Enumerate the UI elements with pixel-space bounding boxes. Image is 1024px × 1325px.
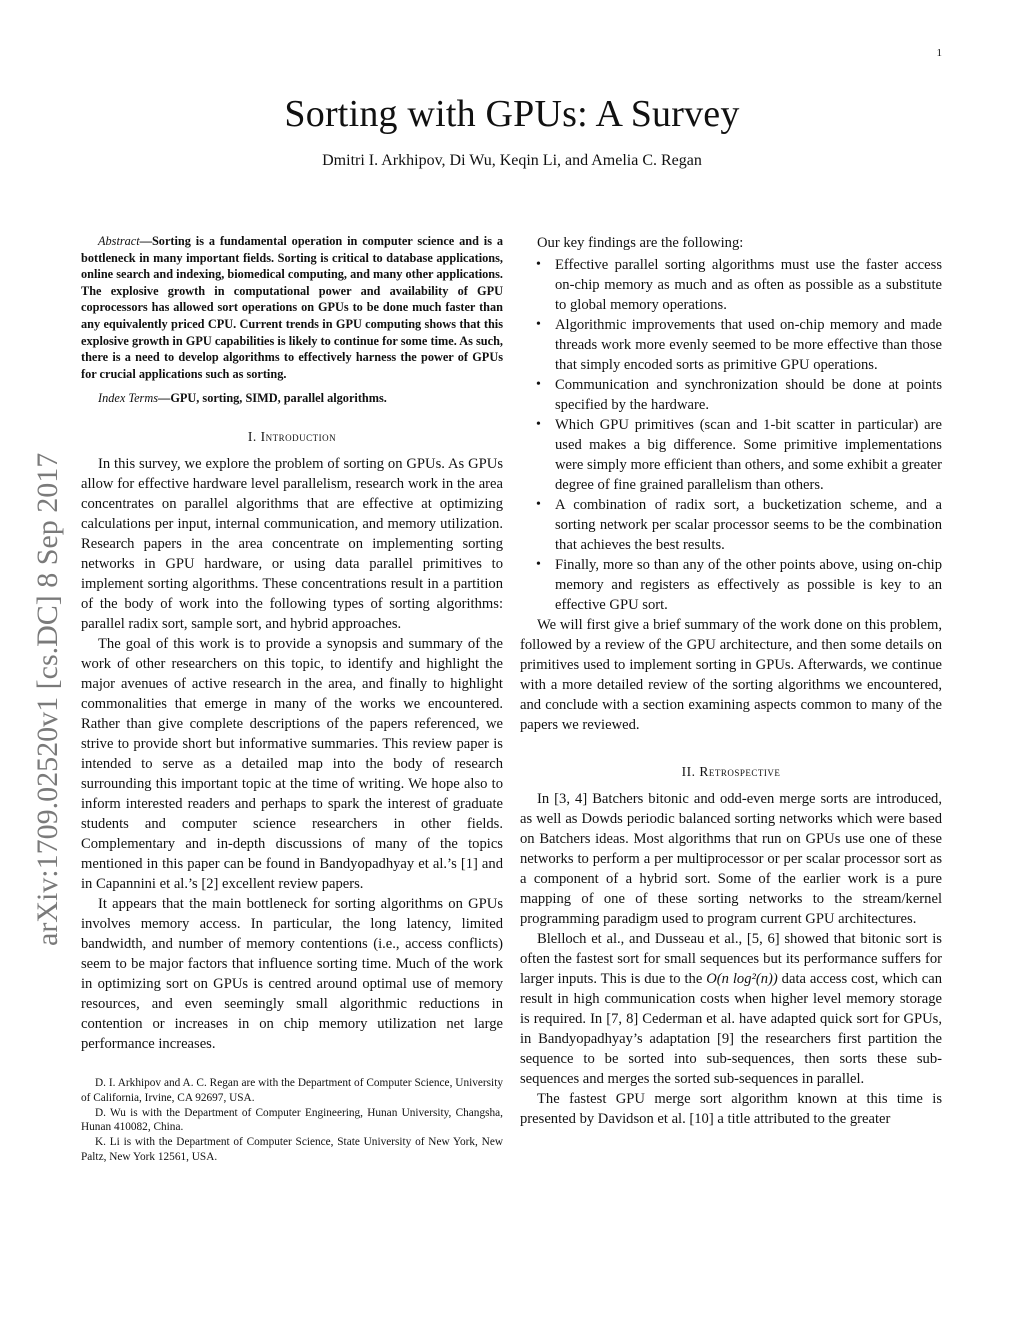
key-findings-list	[520, 255, 942, 615]
bullet-icon: •	[536, 377, 541, 392]
intro-paragraph-1: In this survey, we explore the problem of sorting on GPUs. As GPUs allow for effective hardware level parallelism, research work in the area concentrates on parallel algorithms that are effective at optimizing calculations per input, internal communication, and memory utilization. Research papers in the area concentrate on implementing sorting networks in GPU hardware, or using data parallel primitives to implement sorting algorithms. These concentrations result in a partition of the body of work into the following types of sorting algorithms: parallel radix sort, sample sort, and hybrid approaches.	[81, 455, 503, 632]
paragraph-text: data access cost, which can result in high communication costs when higher level memory storage is required. In [7, 8] Cederman et al. have adapted quick sort for GPUs, in Bandyopadhyay’s adaptation [9] the researchers first partition the sequence to be sorted into sub-sequences, then sorts these sub-sequences and merges the sorted sub-sequences in parallel.	[520, 971, 943, 1087]
list-item	[520, 315, 942, 375]
footnote-2: D. Wu is with the Department of Computer Engineering, Hunan University, Changsha, Hunan 410082, China.	[81, 1106, 503, 1134]
section-numeral: II.	[681, 764, 700, 779]
bullet-icon: •	[536, 317, 541, 332]
list-item-text: Communication and synchronization should be done at points specified by the hardware.	[555, 377, 942, 413]
section-numeral: I.	[247, 428, 261, 444]
list-item-text: A combination of radix sort, a bucketization scheme, and a sorting network per scalar processor seems to be the combination that achieves the best results.	[555, 497, 942, 553]
retrospective-paragraph-3: The fastest GPU merge sort algorithm known at this time is presented by Davidson et al. [10] a title attributed to the greater	[520, 1091, 942, 1127]
intro-paragraph-3: It appears that the main bottleneck for sorting algorithms on GPUs involves memory access. In particular, the long latency, limited bandwidth, and number of memory contentions (i.e., access conflicts) seem to be major factors that influence sorting time. Much of the work in optimizing sort on GPUs is centred around optimal use of memory resources, and even seemingly small algorithmic reductions in contention or increases in on chip memory utilization net large performance increases.	[81, 895, 503, 1052]
list-item-text: Effective parallel sorting algorithms must use the faster access on-chip memory as much and as often as possible as a substitute to global memory operations.	[555, 257, 942, 313]
list-item	[520, 255, 942, 315]
section-title: Retrospective	[699, 764, 781, 779]
abstract-text: —Sorting is a fundamental operation in computer science and is a bottleneck in many important fields. Sorting is critical to database applications, online search and indexing, biomedical computing, and many other applications. The explosive growth in computational power and availability of GPU coprocessors has allowed sort operations on GPUs to be done much faster than any equivalently priced CPU. Current trends in GPU computing shows that this explosive growth in GPU capabilities is likely to continue for some time. As such, there is a need to develop algorithms to effectively harness the power of GPUs for crucial applications such as sorting.	[81, 234, 503, 381]
section-title: Introduction	[260, 428, 337, 444]
bullet-icon: •	[536, 417, 541, 432]
summary-paragraph: We will first give a brief summary of the work done on this problem, followed by a review of the GPU architecture, and then some details on primitives used to implement sorting in GPUs. Afterwards, we continue with a more detailed review of the sorting algorithms we encountered, and conclude with a section examining aspects common to many of the papers we reviewed.	[520, 617, 942, 733]
list-item	[520, 415, 942, 495]
index-terms-text: —GPU, sorting, SIMD, parallel algorithms.	[158, 391, 387, 406]
list-item-text: Which GPU primitives (scan and 1-bit scatter in particular) are used makes a big difference. Some primitive implementations were simply more efficient than others, and some exhibit a greater degree of fine grained parallelism than others.	[555, 417, 942, 493]
list-item-text: Finally, more so than any of the other points above, using on-chip memory and registers as effectively as possible is key to an effective GPU sort.	[555, 557, 942, 613]
bullet-icon: •	[536, 497, 541, 512]
math-expression: O(n log²(n))	[706, 971, 778, 987]
arxiv-stamp: arXiv:1709.02520v1 [cs.DC] 8 Sep 2017	[31, 452, 64, 946]
abstract	[81, 233, 503, 382]
bullet-icon: •	[536, 557, 541, 572]
section-heading-introduction	[81, 429, 503, 445]
list-item	[520, 495, 942, 555]
section-heading-retrospective	[520, 764, 942, 780]
footnote-3: K. Li is with the Department of Computer Science, State University of New York, New Paltz, New York 12561, USA.	[81, 1136, 503, 1163]
paragraph-text: Blelloch et al., and Dusseau et al., [5, 6] showed that bitonic sort is often the fastest sort for small sequences but its performance suffers for larger inputs. This is due to the	[520, 931, 942, 987]
left-column	[81, 233, 503, 1165]
bullet-icon: •	[536, 257, 541, 272]
footnotes	[81, 1076, 503, 1165]
author-list: Dmitri I. Arkhipov, Di Wu, Keqin Li, and Amelia C. Regan	[322, 152, 702, 169]
intro-paragraph-2: The goal of this work is to provide a synopsis and summary of the work of other researchers on this topic, to identify and highlight the major avenues of active research in the area, and finally to highlight commonalities that emerge in many of the works we encountered. Rather than give complete descriptions of the papers referenced, we strive to provide short but informative summaries. This review paper is intended to serve as a detailed map into the body of research surrounding this important topic at the time of writing. We hope also to inform interested readers and perhaps to spark the interest of graduate students and computer science researchers in other fields. Complementary and in-depth discussions of many of the topics mentioned in this paper can be found in Bandyopadhyay et al.’s [1] and in Capannini et al.’s [2] excellent review papers.	[81, 635, 503, 892]
list-item	[520, 375, 942, 415]
list-item	[520, 555, 942, 615]
list-item-text: Algorithmic improvements that used on-chip memory and made threads work more evenly seemed to be more effective than those that simply encoded sorts as primitive GPU operations.	[555, 317, 942, 373]
retrospective-paragraph-2	[520, 929, 942, 1089]
index-terms-label: Index Terms	[98, 391, 159, 406]
page-number: 1	[936, 47, 942, 59]
index-terms	[81, 390, 503, 407]
key-findings-intro: Our key findings are the following:	[537, 235, 744, 251]
footnote-1: D. I. Arkhipov and A. C. Regan are with the Department of Computer Science, University of California, Irvine, CA 92697, USA.	[81, 1076, 503, 1104]
abstract-label: Abstract	[98, 234, 140, 248]
paper-title: Sorting with GPUs: A Survey	[284, 93, 740, 135]
retrospective-paragraph-1: In [3, 4] Batchers bitonic and odd-even merge sorts are introduced, as well as Dowds periodic balanced sorting networks which were based on Batchers ideas. Most algorithms that run on GPUs use one of these networks to perform a per multiprocessor or per scalar processor sort as a component of a hybrid sort. Some of the earlier work is a pure mapping of one of these sorting networks to the stream/kernel programming paradigm used to program current GPU architectures.	[520, 791, 942, 927]
right-column	[520, 233, 942, 1129]
